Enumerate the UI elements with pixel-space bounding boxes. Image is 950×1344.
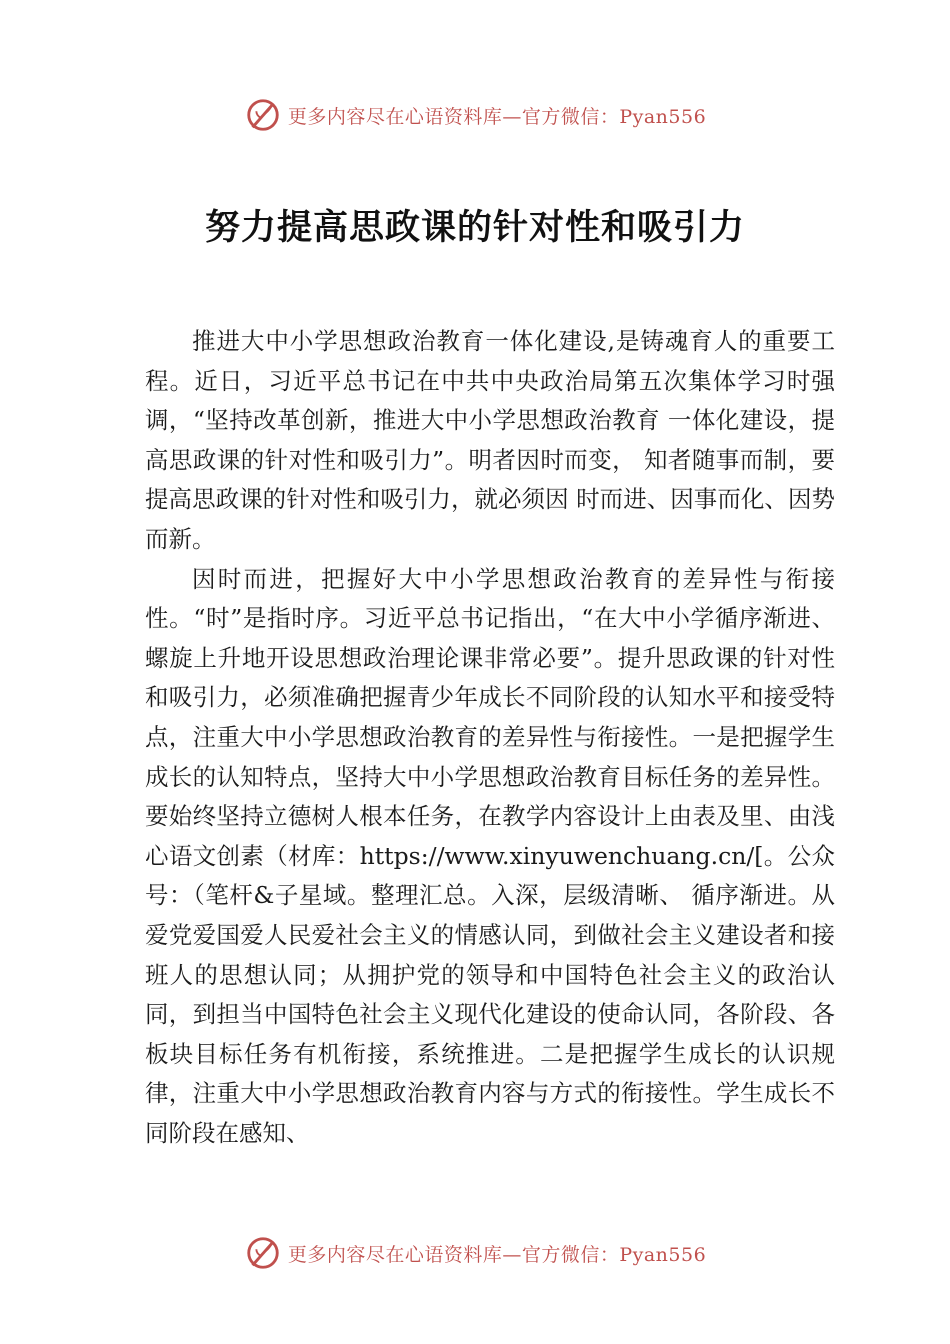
paragraph: 因时而进，把握好大中小学思想政治教育的差异性与衔接性。“时”是指时序。习近平总书记指出，“在大中小学循序渐进、螺旋上升地开设思想政治理论课非常必要”。提升思政课的针对性和吸引力，必须准确把握青少年成长不同阶段的认知水平和接受特点，注重大中小学思想政治教育的差异性与衔接性。一是把握学生成长的认知特点，坚持大中小学思想政治教育目标任务的差异性。要始终坚持立德树人根本任务，在教学内容设计上由表及里、由浅心语文创素（材库：https://www.xinyuwenchuang.cn/[。公众号：（笔杆&子星域。整理汇总。入深，层级清晰、 循序渐进。从爱党爱国爱人民爱社会主义的情感认同，到做社会主义建设者和接班人的思想认同；从拥护党的领导和中国特色社会主义的政治认同，到担当中国特色社会主义现代化建设的使命认同，各阶段、各板块目标任务有机衔接，系统推进。二是把握学生成长的认识规律，注重大中小学思想政治教育内容与方式的衔接性。学生成长不同阶段在感知、 (145, 564, 835, 1147)
footer-banner-text: 更多内容尽在心语资料库—官方微信：Pyan556 (287, 1243, 707, 1266)
feather-pen-logo-icon (244, 1234, 282, 1272)
article-body (145, 322, 835, 1153)
header-banner (0, 93, 950, 137)
feather-pen-logo-icon (244, 96, 282, 134)
paragraph: 推进大中小学思想政治教育一体化建设,是铸魂育人的重要工程。近日，习近平总书记在中共中央政治局第五次集体学习时强调，“坚持改革创新，推进大中小学思想政治教育 一体化建设，提高思政课的针对性和吸引力”。明者因时而变， 知者随事而制，要提高思政课的针对性和吸引力，就必须因 时而进、因事而化、因势而新。 (145, 327, 835, 553)
document-title: 努力提高思政课的针对性和吸引力 (204, 207, 745, 248)
header-banner-text: 更多内容尽在心语资料库—官方微信：Pyan556 (287, 105, 707, 128)
footer-banner (0, 1231, 950, 1275)
